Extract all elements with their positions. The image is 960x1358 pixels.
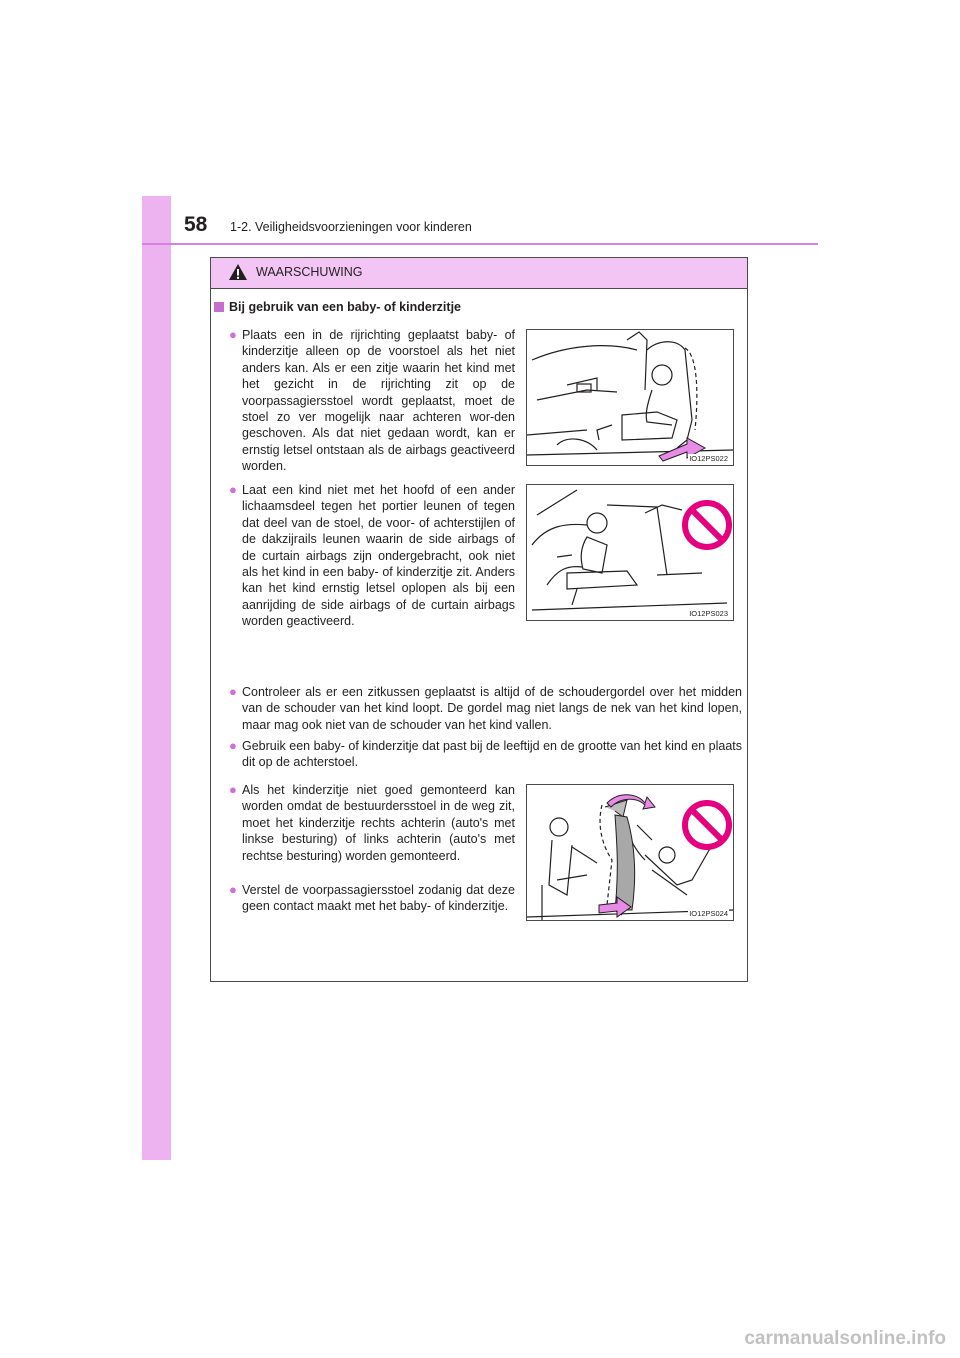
circle-bullet-icon: ●	[229, 482, 237, 497]
warning-item-text: Controleer als er een zitkussen geplaatst is altijd of de schoudergordel over het midden van de schouder van het kind loopt. De gordel mag niet langs de nek van het kind lopen, maar mag ook niet van de schouder van het kind vallen.	[242, 685, 742, 732]
warning-triangle-icon	[228, 263, 248, 281]
warning-item	[229, 482, 515, 630]
page-number: 58	[184, 213, 208, 236]
circle-bullet-icon: ●	[229, 684, 237, 699]
warning-item-text: Plaats een in de rijrichting geplaatst baby- of kinderzitje alleen op de voorstoel als het niet anders kan. Als er een zitje waarin het kind met het gezicht in de rijrichting zit op de voorpassagiersstoel wordt geplaatst, moet de stoel zo ver mogelijk naar achteren wor-den geschoven. Als dat niet gedaan wordt, kan er ernstig letsel ontstaan als de airbags geactiveerd worden.	[242, 328, 515, 474]
warning-header	[211, 258, 747, 289]
warning-item	[229, 684, 742, 733]
illustration-seat-interference-prohibited	[526, 784, 734, 921]
illustration-code: IO12PS024	[689, 909, 728, 918]
circle-bullet-icon: ●	[229, 738, 237, 753]
warning-item	[229, 882, 515, 915]
illustration-child-seat-front	[526, 329, 734, 466]
warning-item-text: Gebruik een baby- of kinderzitje dat past bij de leeftijd en de grootte van het kind en plaats dit op de achterstoel.	[242, 739, 742, 770]
square-bullet-icon	[214, 302, 224, 312]
side-color-band	[142, 196, 171, 1160]
warning-item	[229, 738, 742, 771]
section-title: 1-2. Veiligheidsvoorzieningen voor kinderen	[230, 220, 472, 234]
warning-label: WAARSCHUWING	[256, 265, 363, 279]
illustration-child-leaning-prohibited	[526, 484, 734, 621]
warning-subheading: Bij gebruik van een baby- of kinderzitje	[214, 300, 461, 314]
header-rule	[142, 243, 818, 245]
circle-bullet-icon: ●	[229, 882, 237, 897]
circle-bullet-icon: ●	[229, 782, 237, 797]
watermark: carmanualsonline.info	[744, 1328, 946, 1349]
warning-item	[229, 327, 515, 475]
illustration-code: IO12PS022	[689, 454, 728, 463]
warning-item-text: Verstel de voorpassagiersstoel zodanig dat deze geen contact maakt met het baby- of kinderzitje.	[242, 883, 515, 914]
warning-box	[210, 257, 748, 982]
circle-bullet-icon: ●	[229, 327, 237, 342]
warning-item	[229, 782, 515, 864]
illustration-code: IO12PS023	[689, 609, 728, 618]
warning-item-text: Laat een kind niet met het hoofd of een ander lichaamsdeel tegen het portier leunen of tegen dat deel van de stoel, de voor- of achterstijlen of de dakzijrails leunen waarin de side airbags of de curtain airbags zijn ondergebracht, ook niet als het kind in een baby- of kinderzitje zit. Anders kan het kind ernstig letsel oplopen als bij een aanrijding de side airbags of de curtain airbags worden geactiveerd.	[242, 483, 515, 629]
warning-item-text: Als het kinderzitje niet goed gemonteerd kan worden omdat de bestuurdersstoel in de weg zit, moet het kinderzitje rechts achterin (auto's met linkse besturing) of links achterin (auto's met rechtse besturing) worden gemonteerd.	[242, 783, 515, 863]
